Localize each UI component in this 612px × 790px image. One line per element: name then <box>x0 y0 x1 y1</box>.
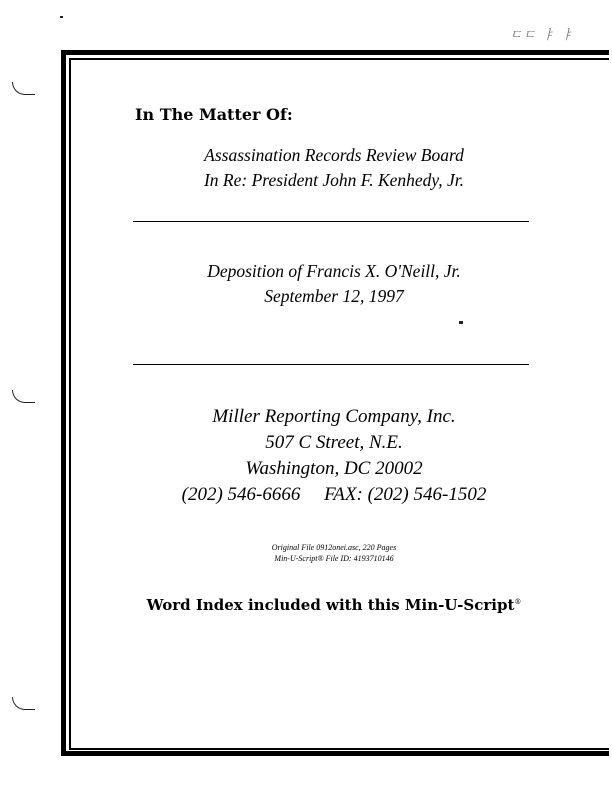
binder-hole-mark <box>12 390 35 403</box>
reporter-street: 507 C Street, N.E. <box>265 432 403 453</box>
file-info-original: Original File 0912onei.asc, 220 Pages <box>271 543 397 552</box>
word-index-text: Word Index included with this Min-U-Script <box>146 596 515 614</box>
case-subject: In Re: President John F. Kenhedy, Jr. <box>203 170 464 190</box>
file-info <box>60 542 608 564</box>
handwritten-page-mark <box>510 24 575 43</box>
matter-heading: In The Matter Of: <box>135 105 293 124</box>
deposition-date: September 12, 1997 <box>264 286 404 306</box>
word-index-note <box>60 596 608 614</box>
reporter-phones: (202) 546-6666 FAX: (202) 546-1502 <box>181 484 487 505</box>
deposition-title: Deposition of Francis X. O'Neill, Jr. <box>207 261 461 281</box>
divider-top <box>133 221 529 222</box>
case-title: Assassination Records Review Board <box>204 145 464 165</box>
scan-speck <box>60 16 63 18</box>
reporter-block <box>60 404 608 508</box>
case-caption <box>60 143 608 193</box>
handwritten-page-mark-text: ㄷㄷ ㅑ ㅑ <box>509 28 574 43</box>
registered-mark: ® <box>514 598 522 606</box>
divider-bottom <box>133 364 529 365</box>
reporter-city: Washington, DC 20002 <box>245 458 423 479</box>
binder-hole-mark <box>12 697 35 710</box>
binder-hole-mark <box>12 82 35 95</box>
reporter-name: Miller Reporting Company, Inc. <box>212 406 456 427</box>
file-info-id: Min-U-Script® File ID: 4193710146 <box>274 554 394 563</box>
deposition-block <box>60 259 608 309</box>
